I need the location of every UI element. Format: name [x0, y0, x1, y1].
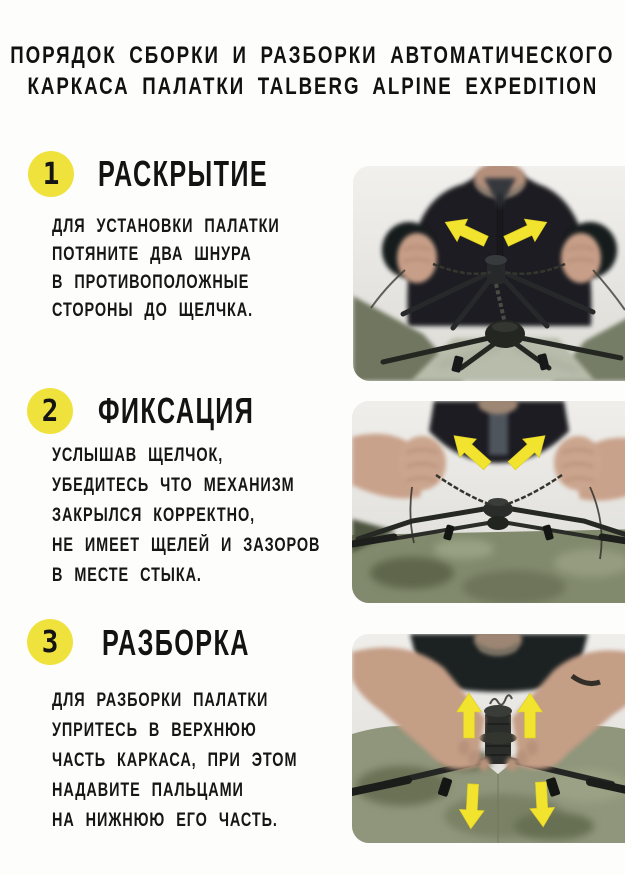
title-line-1: ПОРЯДОК СБОРКИ И РАЗБОРКИ АВТОМАТИЧЕСКОГО — [10, 41, 615, 69]
step-1-line: ДЛЯ УСТАНОВКИ ПАЛАТКИ — [52, 216, 280, 237]
step-1-photo — [353, 166, 625, 381]
step-1-photo-illustration — [353, 166, 625, 381]
step-1-text — [52, 213, 352, 325]
step-2-line: В МЕСТЕ СТЫКА. — [52, 565, 202, 586]
step-3-heading: РАЗБОРКА — [102, 622, 250, 663]
step-2-line: УБЕДИТЕСЬ ЧТО МЕХАНИЗМ — [52, 475, 295, 496]
step-3-number-badge — [27, 619, 73, 665]
step-3-text — [52, 686, 375, 836]
step-2-line: ЗАКРЫЛСЯ КОРРЕКТНО, — [52, 505, 256, 526]
step-3-line: НАДАВИТЕ ПАЛЬЦАМИ — [52, 780, 244, 801]
step-1-line: СТОРОНЫ ДО ЩЕЛЧКА. — [52, 300, 253, 321]
step-2-line: НЕ ИМЕЕТ ЩЕЛЕЙ И ЗАЗОРОВ — [52, 535, 321, 556]
step-1-number-badge — [28, 151, 74, 197]
step-2-number-badge — [27, 388, 73, 434]
title-line-2: КАРКАСА ПАЛАТКИ TALBERG ALPINE EXPEDITION — [27, 72, 598, 100]
step-1-heading: РАСКРЫТИЕ — [98, 153, 269, 194]
step-1-line: ПОТЯНИТЕ ДВА ШНУРА — [52, 244, 252, 265]
step-3-line: НА НИЖНЮЮ ЕГО ЧАСТЬ. — [52, 810, 278, 831]
step-3-line: ЧАСТЬ КАРКАСА, ПРИ ЭТОМ — [52, 750, 298, 771]
step-2-photo — [352, 401, 625, 603]
step-3-line: УПРИТЕСЬ В ВЕРХНЮЮ — [52, 720, 257, 741]
step-2-line: УСЛЫШАВ ЩЕЛЧОК, — [52, 445, 224, 466]
page-title — [0, 40, 625, 102]
step-3-number: 3 — [41, 624, 59, 660]
step-1-number: 1 — [42, 156, 60, 192]
step-2-number: 2 — [41, 393, 59, 429]
step-3-photo — [352, 634, 625, 843]
step-3-photo-illustration — [352, 634, 625, 843]
step-2-heading: ФИКСАЦИЯ — [98, 390, 255, 431]
step-3-line: ДЛЯ РАЗБОРКИ ПАЛАТКИ — [52, 690, 269, 711]
step-2-photo-illustration — [352, 401, 625, 603]
step-1-line: В ПРОТИВОПОЛОЖНЫЕ — [52, 272, 250, 293]
